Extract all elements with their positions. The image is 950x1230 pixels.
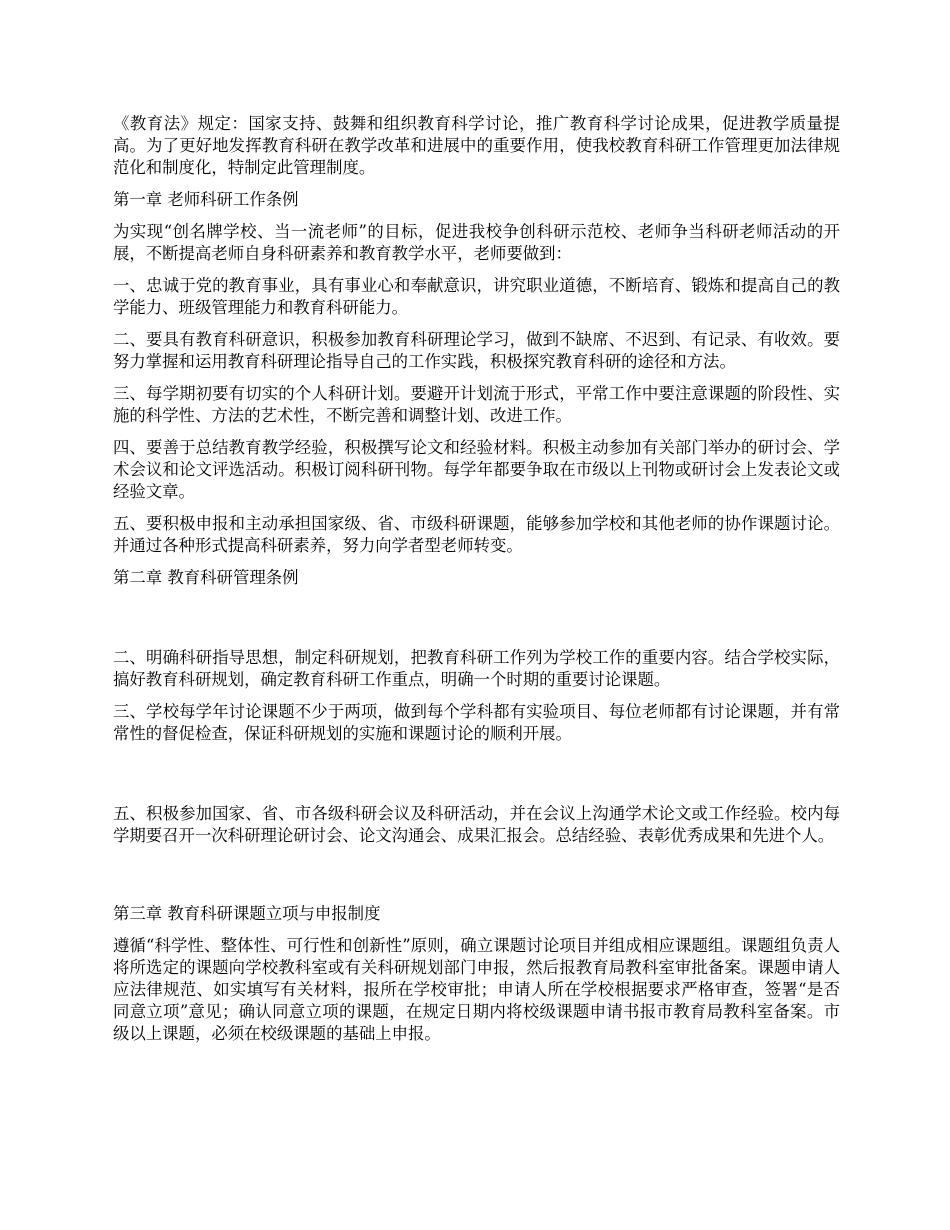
chapter-2-item-2: 二、明确科研指导思想，制定科研规划，把教育科研工作列为学校工作的重要内容。结合学校实际，搞好教育科研规划，确定教育科研工作重点，明确一个时期的重要讨论课题。 — [113, 648, 840, 689]
chapter-2-item-5: 五、积极参加国家、省、市各级科研会议及科研活动，并在会议上沟通学术论文或工作经验。校内每学期要召开一次科研理论研讨会、论文沟通会、成果汇报会。总结经验、表彰优秀成果和先进个人。 — [113, 804, 840, 845]
chapter-2-item-3: 三、学校每学年讨论课题不少于两项，做到每个学科都有实验项目、每位老师都有讨论课题，并有常常性的督促检查，保证科研规划的实施和课题讨论的顺利开展。 — [113, 702, 840, 743]
intro-paragraph: 《教育法》规定：国家支持、鼓舞和组织教育科学讨论，推广教育科学讨论成果，促进教学质量提高。为了更好地发挥教育科研在教学改革和进展中的重要作用，使我校教育科研工作管理更加法律规范化和制度化，特制定此管理制度。 — [113, 114, 840, 177]
chapter-2-title: 第二章 教育科研管理条例 — [113, 568, 299, 587]
chapter-1-item-1: 一、忠诚于党的教育事业，具有事业心和奉献意识，讲究职业道德，不断培育、锻炼和提高自己的教学能力、班级管理能力和教育科研能力。 — [113, 276, 840, 317]
blank-gap — [113, 857, 840, 903]
chapter-1-lead: 为实现“创名牌学校、当一流老师”的目标，促进我校争创科研示范校、老师争当科研老师活动的开展，不断提高老师自身科研素养和教育教学水平，老师要做到： — [113, 222, 840, 263]
chapter-1-item-3: 三、每学期初要有切实的个人科研计划。要避开计划流于形式，平常工作中要注意课题的阶段性、实施的科学性、方法的艺术性，不断完善和调整计划、改进工作。 — [113, 384, 840, 425]
chapter-1-item-2: 二、要具有教育科研意识，积极参加教育科研理论学习，做到不缺席、不迟到、有记录、有收效。要努力掌握和运用教育科研理论指导自己的工作实践，积极探究教育科研的途径和方法。 — [113, 330, 840, 371]
chapter-1-item-5: 五、要积极申报和主动承担国家级、省、市级科研课题，能够参加学校和其他老师的协作课题讨论。并通过各种形式提高科研素养，努力向学者型老师转变。 — [113, 514, 840, 555]
document-page — [113, 113, 840, 1055]
chapter-1-title: 第一章 老师科研工作条例 — [113, 190, 299, 209]
chapter-1-item-4: 四、要善于总结教育教学经验，积极撰写论文和经验材料。积极主动参加有关部门举办的研讨会、学术会议和论文评选活动。积极订阅科研刊物。每学年都要争取在市级以上刊物或研讨会上发表论文或经验文章。 — [113, 438, 840, 501]
blank-gap — [113, 755, 840, 803]
chapter-3-body: 遵循“科学性、整体性、可行性和创新性”原则，确立课题讨论项目并组成相应课题组。课题组负责人将所选定的课题向学校教科室或有关科研规划部门申报，然后报教育局教科室审批备案。课题申请人应法律规范、如实填写有关材料，报所在学校审批；申请人所在学校根据要求严格审查，签署“是否同意立项”意见；确认同意立项的课题，在规定日期内将校级课题申请书报市教育局教科室备案。市级以上课题，必须在校级课题的基础上申报。 — [113, 936, 840, 1043]
chapter-3-title: 第三章 教育科研课题立项与申报制度 — [113, 904, 381, 923]
blank-gap — [113, 599, 840, 647]
